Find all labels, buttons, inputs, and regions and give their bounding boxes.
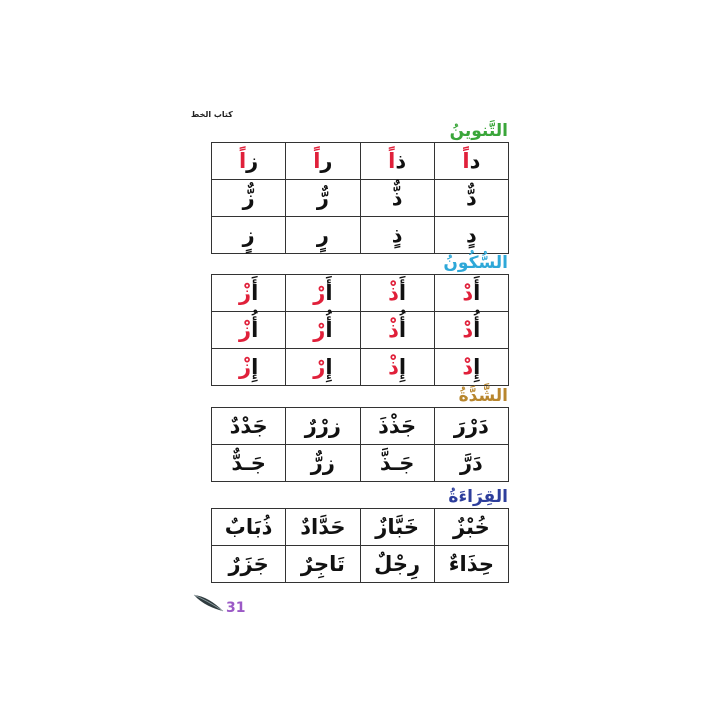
cell-mark: ذْ — [388, 281, 399, 305]
cell-letter: د — [469, 149, 481, 173]
table-row — [212, 408, 509, 445]
table-row — [212, 217, 509, 254]
table-cell — [212, 349, 286, 386]
table-row — [212, 312, 509, 349]
cell-mark: دْ — [462, 281, 474, 305]
table-cell — [212, 445, 286, 482]
table-cell — [286, 312, 360, 349]
cell-letter: تَاجِرٌ — [300, 552, 345, 576]
cell-letter: أُ — [473, 318, 481, 342]
cell-letter: إِ — [398, 355, 407, 379]
table-cell — [360, 546, 434, 583]
table-cell — [286, 509, 360, 546]
cell-letter: خَبَّازٌ — [375, 515, 419, 539]
cell-mark: زْ — [238, 355, 252, 379]
table-cell — [212, 217, 286, 254]
table-cell — [286, 546, 360, 583]
table-row — [212, 143, 509, 180]
table-cell — [212, 408, 286, 445]
table-cell — [286, 275, 360, 312]
cell-letter: أُ — [398, 318, 407, 342]
table-cell — [286, 217, 360, 254]
shadda-table — [211, 407, 509, 482]
cell-letter: أَ — [473, 281, 481, 305]
cell-letter: جَذْذَ — [378, 414, 417, 438]
tanween-table — [211, 142, 509, 254]
table-row — [212, 509, 509, 546]
cell-mark: اً — [462, 149, 470, 173]
cell-letter: دَرْرَ — [453, 414, 489, 438]
table-cell — [212, 509, 286, 546]
cell-letter: ز — [242, 186, 255, 210]
cell-mark: دْ — [462, 355, 474, 379]
cell-letter: ذ — [391, 186, 403, 210]
cell-letter: جَزَرٌ — [228, 552, 269, 576]
cell-letter: إِ — [473, 355, 481, 379]
cell-letter: د — [465, 223, 477, 247]
cell-letter: أُ — [325, 318, 333, 342]
table-row — [212, 546, 509, 583]
table-cell — [360, 509, 434, 546]
table-row — [212, 349, 509, 386]
section-title-sukoon: السُّكُونُ — [443, 253, 508, 273]
cell-mark: زْ — [238, 318, 252, 342]
cell-mark: ذْ — [388, 355, 399, 379]
cell-letter: أَ — [398, 281, 407, 305]
section-title-reading: القِرَاءَةُ — [448, 487, 508, 507]
sukoon-table — [211, 274, 509, 386]
table-cell — [434, 349, 508, 386]
cell-letter: أَ — [325, 281, 333, 305]
cell-mark: اً — [388, 149, 396, 173]
cell-mark: زْ — [238, 281, 252, 305]
cell-letter: خُبْزٌ — [452, 515, 490, 539]
cell-letter: جَدْدٌ — [229, 414, 268, 438]
table-cell — [434, 143, 508, 180]
table-cell — [434, 408, 508, 445]
table-cell — [212, 312, 286, 349]
cell-letter: ر — [320, 149, 333, 173]
cell-letter: ر — [316, 223, 329, 247]
cell-letter: د — [465, 186, 477, 210]
table-cell — [434, 312, 508, 349]
table-cell — [434, 180, 508, 217]
cell-letter: إِ — [251, 355, 259, 379]
cell-mark: رْ — [313, 355, 326, 379]
table-cell — [212, 180, 286, 217]
cell-letter: ز — [246, 149, 259, 173]
cell-letter: إِ — [325, 355, 333, 379]
table-cell — [286, 349, 360, 386]
table-cell — [434, 445, 508, 482]
section-title-shadda: الشَّدَّةُ — [458, 386, 508, 406]
cell-letter: ذ — [395, 149, 407, 173]
table-cell — [286, 180, 360, 217]
table-cell — [360, 312, 434, 349]
table-cell — [212, 275, 286, 312]
table-cell — [212, 143, 286, 180]
cell-letter: رِجْلٌ — [374, 552, 421, 576]
cell-letter: ذُبَابٌ — [224, 515, 273, 539]
reading-table — [211, 508, 509, 583]
cell-mark: رْ — [313, 281, 326, 305]
page-number: 31 — [226, 600, 246, 616]
cell-mark: اً — [238, 149, 247, 173]
table-cell — [434, 275, 508, 312]
table-cell — [360, 408, 434, 445]
cell-letter: زرٌّ — [310, 451, 335, 475]
cell-letter: حِذَاءٌ — [448, 552, 494, 576]
cell-letter: جَـدٌّ — [231, 451, 266, 475]
table-cell — [434, 217, 508, 254]
cell-mark: رْ — [313, 318, 326, 342]
cell-letter: ز — [242, 223, 255, 247]
table-cell — [360, 180, 434, 217]
cell-letter: ذ — [391, 223, 403, 247]
cell-letter: حَدَّادٌ — [300, 515, 346, 539]
cell-mark: دْ — [462, 318, 474, 342]
cell-letter: أَ — [251, 281, 259, 305]
cell-letter: دَرَّ — [459, 451, 483, 475]
table-cell — [286, 445, 360, 482]
table-cell — [434, 546, 508, 583]
feather-quill-icon — [192, 592, 226, 614]
table-cell — [286, 143, 360, 180]
table-cell — [360, 143, 434, 180]
table-cell — [286, 408, 360, 445]
table-cell — [212, 546, 286, 583]
table-row — [212, 180, 509, 217]
cell-mark: ذْ — [388, 318, 399, 342]
table-cell — [360, 349, 434, 386]
cell-letter: زرْرٌ — [304, 414, 342, 438]
table-row — [212, 445, 509, 482]
cell-letter: أُ — [251, 318, 259, 342]
table-cell — [360, 275, 434, 312]
cell-mark: اً — [313, 149, 321, 173]
table-cell — [360, 445, 434, 482]
cell-letter: جَـذَّ — [379, 451, 415, 475]
table-cell — [360, 217, 434, 254]
book-title: كتاب الخط — [191, 110, 233, 119]
section-title-tanween: التَّنوينُ — [449, 121, 508, 141]
table-cell — [434, 509, 508, 546]
cell-letter: ر — [316, 186, 329, 210]
table-row — [212, 275, 509, 312]
